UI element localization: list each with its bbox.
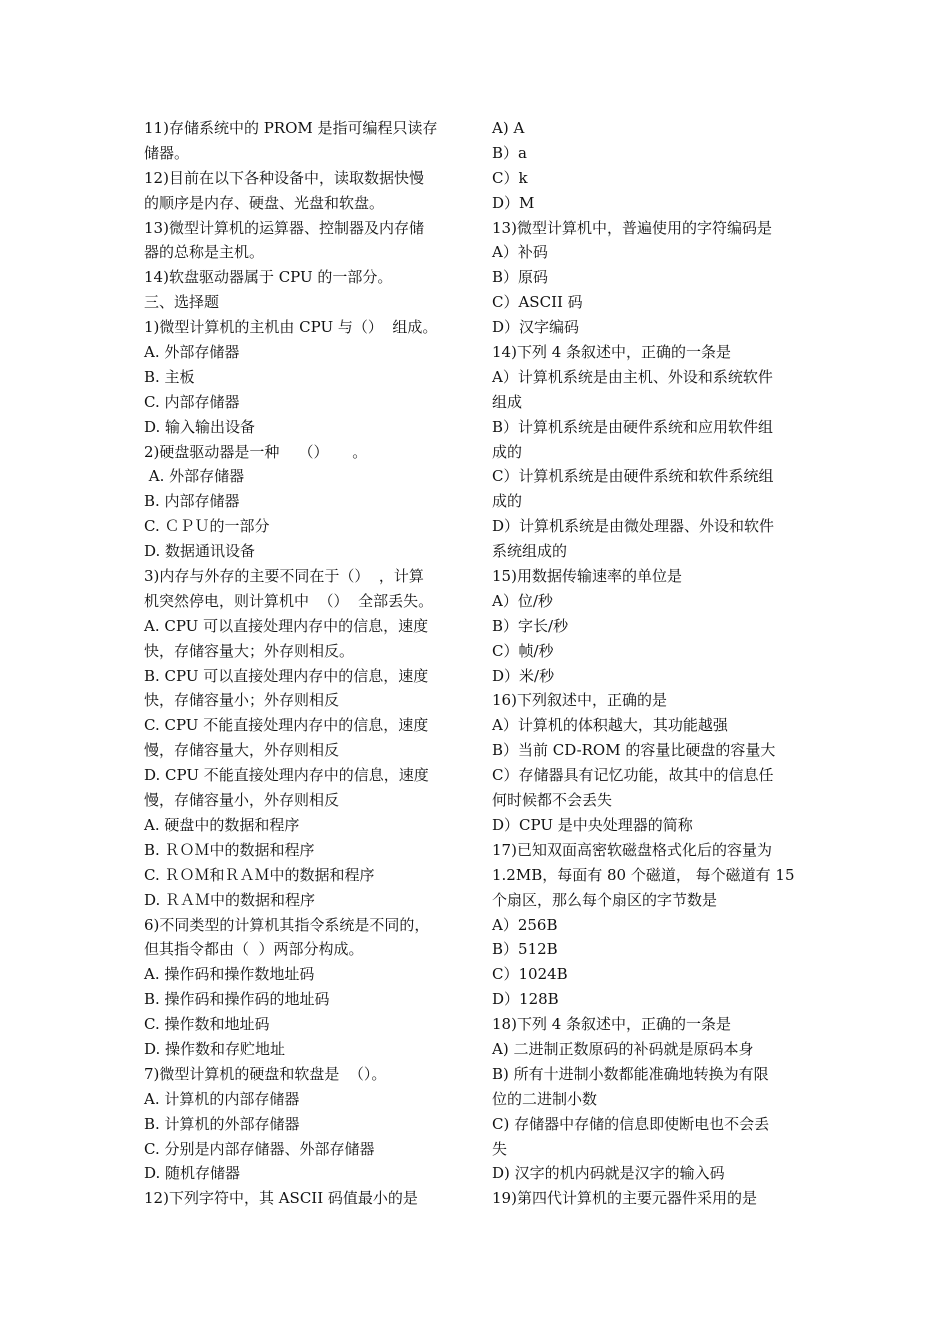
right-column-line: 15)用数据传输速率的单位是 — [492, 567, 682, 586]
right-column-line: 组成 — [492, 392, 523, 411]
right-column-line: C）存储器具有记忆功能，故其中的信息任 — [492, 766, 774, 785]
right-column-line: A) 二进制正数原码的补码就是原码本身 — [492, 1039, 754, 1058]
right-column-line: B）当前 CD-ROM 的容量比硬盘的容量大 — [492, 741, 776, 760]
right-column-line: 16)下列叙述中，正确的是 — [492, 691, 667, 710]
left-column-line: 13)微型计算机的运算器、控制器及内存储 — [144, 218, 424, 237]
left-column-line: A. 外部存储器 — [144, 343, 240, 362]
left-column-line: A. 硬盘中的数据和程序 — [144, 815, 300, 834]
right-column-line: D）计算机系统是由微处理器、外设和软件 — [492, 517, 775, 536]
right-column-line: 系统组成的 — [492, 542, 568, 561]
right-column-line: 成的 — [492, 492, 523, 511]
right-column-line: 19)第四代计算机的主要元器件采用的是 — [492, 1189, 757, 1208]
right-column-line: B）计算机系统是由硬件系统和应用软件组 — [492, 417, 774, 436]
left-column-line: 1)微型计算机的主机由 CPU 与（） 组成。 — [144, 318, 438, 337]
right-column-line: C) 存储器中存储的信息即使断电也不会丢 — [492, 1114, 770, 1133]
right-column-line: 18)下列 4 条叙述中，正确的一条是 — [492, 1015, 732, 1034]
left-column-line: C. 分别是内部存储器、外部存储器 — [144, 1139, 375, 1158]
right-column-line: D) 汉字的机内码就是汉字的输入码 — [492, 1164, 725, 1183]
left-column-line: A. CPU 可以直接处理内存中的信息，速度 — [144, 616, 429, 635]
left-column-line: 但其指令都由（ ）两部分构成。 — [144, 940, 364, 959]
right-column-line: B）原码 — [492, 268, 549, 287]
left-column-line: A. 外部存储器 — [144, 467, 245, 486]
left-column-line: C. 操作数和地址码 — [144, 1015, 270, 1034]
right-column-line: D）米/秒 — [492, 666, 555, 685]
right-column-line: C）计算机系统是由硬件系统和软件系统组 — [492, 467, 774, 486]
right-column-line: A）补码 — [492, 243, 548, 262]
right-column-line: B）a — [492, 143, 527, 162]
left-column — [144, 116, 464, 1211]
right-column-line: A）位/秒 — [492, 591, 553, 610]
right-column-line: D）汉字编码 — [492, 318, 580, 337]
left-column-line: 3)内存与外存的主要不同在于（） ，计算 — [144, 567, 424, 586]
right-column-line: C）帧/秒 — [492, 641, 554, 660]
left-column-line: B. 主板 — [144, 367, 195, 386]
right-column-line: A）计算机系统是由主机、外设和系统软件 — [492, 367, 773, 386]
left-column-line: 11)存储系统中的 PROM 是指可编程只读存 — [144, 119, 438, 137]
left-column-line: D. ＲＡＭ中的数据和程序 — [144, 890, 316, 909]
right-column-line: A）256B — [492, 915, 558, 934]
left-column-line: C. ＲＯＭ和ＲＡＭ中的数据和程序 — [144, 865, 375, 884]
left-column-line: 14)软盘驱动器属于 CPU 的一部分。 — [144, 268, 393, 287]
left-column-line: D. 数据通讯设备 — [144, 542, 256, 561]
left-column-line: 的顺序是内存、硬盘、光盘和软盘。 — [144, 193, 385, 212]
right-column-line: 位的二进制小数 — [492, 1089, 598, 1108]
right-column-line: 成的 — [492, 442, 523, 461]
right-column-line: 失 — [492, 1139, 508, 1158]
right-column-line: D）CPU 是中央处理器的简称 — [492, 815, 693, 834]
left-column-line: 2)硬盘驱动器是一种 （） 。 — [144, 442, 368, 461]
left-column-line: B. 计算机的外部存储器 — [144, 1114, 300, 1133]
right-column-line: 13)微型计算机中，普遍使用的字符编码是 — [492, 218, 772, 237]
left-column-line: C. CPU 不能直接处理内存中的信息，速度 — [144, 716, 429, 735]
right-column-line: C）k — [492, 168, 528, 187]
right-column-line: 个扇区，那么每个扇区的字节数是 — [492, 890, 718, 909]
left-column-line: 慢，存储容量小，外存则相反 — [144, 791, 340, 810]
right-column-line: A) A — [492, 119, 525, 137]
right-column-line: A）计算机的体积越大，其功能越强 — [492, 716, 728, 735]
right-column-line: C）1024B — [492, 965, 568, 984]
right-column-line: B）512B — [492, 940, 558, 959]
left-column-line: 快，存储容量大；外存则相反。 — [144, 641, 355, 660]
right-column-line: 何时候都不会丢失 — [492, 791, 613, 810]
right-column — [492, 116, 812, 1211]
left-column-line: B. CPU 可以直接处理内存中的信息，速度 — [144, 666, 429, 685]
left-column-line: B. 内部存储器 — [144, 492, 240, 511]
left-column-line: 储器。 — [144, 143, 190, 162]
left-column-line: D. 操作数和存贮地址 — [144, 1039, 286, 1058]
left-column-line: 机突然停电，则计算机中 （） 全部丢失。 — [144, 591, 434, 610]
left-column-line: 12)下列字符中，其 ASCII 码值最小的是 — [144, 1189, 418, 1208]
left-column-line: 快，存储容量小；外存则相反 — [144, 691, 340, 710]
right-column-line: D）M — [492, 193, 535, 212]
right-column-line: 14)下列 4 条叙述中，正确的一条是 — [492, 343, 732, 362]
left-column-line: 12)目前在以下各种设备中，读取数据快慢 — [144, 168, 424, 187]
right-column-line: B) 所有十进制小数都能准确地转换为有限 — [492, 1064, 769, 1083]
right-column-line: 1.2MB，每面有 80 个磁道， 每个磁道有 15 — [492, 865, 795, 884]
left-column-line: A. 操作码和操作数地址码 — [144, 965, 315, 984]
left-column-line: C. ＣＰＵ的一部分 — [144, 517, 270, 536]
left-column-line: 器的总称是主机。 — [144, 243, 265, 262]
left-column-line: D. CPU 不能直接处理内存中的信息，速度 — [144, 766, 429, 785]
right-column-line: C）ASCII 码 — [492, 293, 583, 312]
left-column-line: 慢，存储容量大，外存则相反 — [144, 741, 340, 760]
left-column-line: B. 操作码和操作码的地址码 — [144, 990, 330, 1009]
right-column-line: B）字长/秒 — [492, 616, 569, 635]
left-column-line: 6)不同类型的计算机其指令系统是不同的， — [144, 915, 430, 934]
left-column-line: D. 随机存储器 — [144, 1164, 241, 1183]
left-column-line: 7)微型计算机的硬盘和软盘是 （）。 — [144, 1064, 387, 1083]
left-column-line: 三、选择题 — [144, 293, 220, 312]
left-column-line: C. 内部存储器 — [144, 392, 240, 411]
right-column-line: D）128B — [492, 990, 559, 1009]
left-column-line: A. 计算机的内部存储器 — [144, 1089, 300, 1108]
left-column-line: D. 输入输出设备 — [144, 417, 256, 436]
right-column-line: 17)已知双面高密软磁盘格式化后的容量为 — [492, 840, 772, 859]
left-column-line: B. ＲＯＭ中的数据和程序 — [144, 840, 315, 859]
